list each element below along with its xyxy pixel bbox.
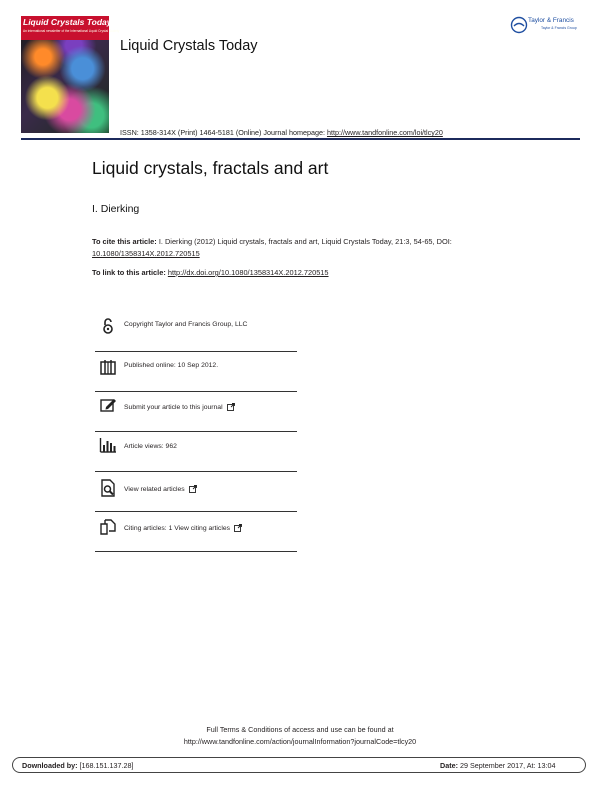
info-item-related[interactable]: [95, 471, 297, 512]
downloaded-value: [168.151.137.28]: [77, 761, 134, 770]
downloaded-label: Downloaded by:: [22, 761, 78, 770]
journal-title: Liquid Crystals Today: [120, 38, 258, 54]
external-link-icon: [189, 485, 197, 493]
issn-line: [120, 128, 443, 137]
article-title: Liquid crystals, fractals and art: [92, 158, 329, 178]
terms-line: Full Terms & Conditions of access and use can be found at: [206, 725, 394, 734]
terms-url-link[interactable]: http://www.tandfonline.com/action/journalInformation?journalCode=tlcy20: [183, 737, 417, 746]
info-item-views: [95, 431, 297, 472]
info-item-copyright: [95, 311, 297, 352]
citing-articles-link[interactable]: Citing articles: 1 View citing articles: [124, 524, 242, 532]
article-url-link[interactable]: http://dx.doi.org/10.1080/1358314X.2012.720515: [167, 268, 329, 277]
citing-icon: [99, 518, 117, 536]
info-item-citing[interactable]: [95, 511, 297, 552]
related-articles-link[interactable]: View related articles: [124, 485, 197, 493]
external-link-icon: [234, 524, 242, 532]
terms-notice: [0, 724, 600, 748]
publisher-name: Taylor & Francis: [528, 17, 574, 24]
info-item-published: [95, 351, 297, 392]
info-label: Published online: 10 Sep 2012.: [124, 362, 219, 369]
edit-icon: [99, 396, 117, 414]
link-label: To link to this article:: [92, 268, 168, 277]
search-document-icon: [99, 479, 117, 497]
header-divider: [21, 138, 580, 140]
calendar-icon: [99, 358, 117, 376]
publisher-tagline: Taylor & Francis Group: [541, 26, 577, 30]
journal-cover-image: [21, 16, 120, 133]
download-date: [440, 761, 556, 770]
issn-text: ISSN: 1358-314X (Print) 1464-5181 (Online) Journal homepage:: [120, 128, 327, 137]
submit-article-link[interactable]: Submit your article to this journal: [124, 403, 235, 411]
info-label: Article views: 962: [124, 443, 177, 450]
date-label: Date:: [440, 761, 458, 770]
cite-text: I. Dierking (2012) Liquid crystals, fractals and art, Liquid Crystals Today, 21:3, 54-65, DOI:: [158, 237, 452, 246]
cite-label: To cite this article:: [92, 237, 159, 246]
info-label: Copyright Taylor and Francis Group, LLC: [124, 321, 248, 328]
date-value: 29 September 2017, At: 13:04: [457, 761, 556, 770]
article-link-line: [92, 268, 329, 277]
bar-chart-icon: [99, 436, 117, 454]
journal-homepage-link[interactable]: http://www.tandfonline.com/loi/tlcy20: [326, 128, 443, 137]
info-item-submit[interactable]: [95, 391, 297, 432]
cover-title: Liquid Crystals Today: [23, 17, 112, 27]
cover-subtitle: An international newsletter of the International Liquid Crystal Society: [23, 29, 120, 33]
open-access-icon: [99, 317, 117, 335]
article-author: I. Dierking: [92, 203, 140, 215]
doi-link[interactable]: 10.1080/1358314X.2012.720515: [92, 249, 200, 258]
taylor-francis-logo-icon: [510, 16, 528, 34]
citation-block: [92, 236, 512, 260]
downloaded-by: [22, 761, 133, 770]
external-link-icon: [227, 403, 235, 411]
